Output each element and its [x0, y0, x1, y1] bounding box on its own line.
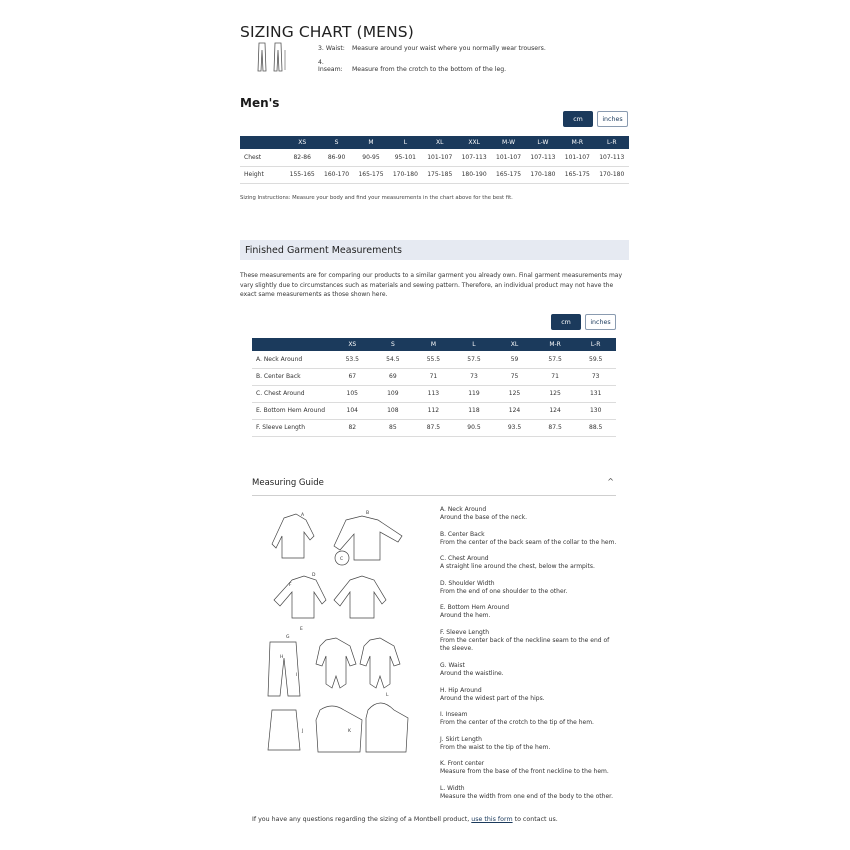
guide-item-name: A. Neck Around — [440, 506, 487, 513]
table-cell: 93.5 — [494, 419, 535, 436]
mens-size-table — [240, 136, 629, 184]
row-label: F. Sleeve Length — [252, 419, 332, 436]
guide-item-desc: From the center back of the neckline seam to the end of the sleeve. — [440, 636, 610, 653]
instruction-waist — [318, 45, 546, 52]
guide-item-desc: From the center of the back seam of the collar to the hem. — [440, 538, 617, 546]
guide-item-name: B. Center Back — [440, 530, 485, 538]
list-item — [440, 760, 620, 785]
table-cell: 155-165 — [285, 166, 319, 183]
table-cell: 180-190 — [457, 166, 491, 183]
column-header: M-R — [560, 136, 594, 149]
guide-item-name: H. Hip Around — [440, 686, 482, 694]
table-row — [252, 368, 616, 385]
table-cell: 165-175 — [560, 166, 594, 183]
table-cell: 107-113 — [457, 149, 491, 166]
column-header: L-W — [526, 136, 560, 149]
contact-form-link[interactable]: use this form — [471, 816, 513, 823]
table-cell: 87.5 — [413, 419, 454, 436]
footer-contact-note — [252, 816, 558, 823]
table-cell: 55.5 — [413, 351, 454, 368]
table-cell: 101-107 — [423, 149, 457, 166]
table-cell: 112 — [413, 402, 454, 419]
guide-item-desc: Around the waistline. — [440, 669, 504, 677]
column-header: M-W — [491, 136, 525, 149]
table-cell: 105 — [332, 385, 373, 402]
instruction-inseam — [318, 59, 506, 73]
table-cell: 67 — [332, 368, 373, 385]
table-cell: 107-113 — [595, 149, 629, 166]
table-cell: 124 — [535, 402, 576, 419]
unit-cm-button[interactable]: cm — [551, 314, 581, 330]
guide-item-desc: Around the widest part of the hips. — [440, 694, 545, 702]
column-header: XS — [285, 136, 319, 149]
column-header: L — [454, 338, 495, 351]
instruction-text: Measure from the crotch to the bottom of the leg. — [351, 66, 507, 73]
guide-item-desc: From the center of the crotch to the tip of the hem. — [440, 719, 594, 727]
table-cell: 88.5 — [575, 419, 616, 436]
list-item — [440, 736, 620, 761]
table-cell: 175-185 — [423, 166, 457, 183]
finished-garment-section-header — [240, 240, 629, 260]
list-item — [440, 662, 620, 687]
sizing-instructions: Sizing Instructions: Measure your body and find your measurements in the chart above for the best fit. — [240, 195, 513, 201]
row-label: Height — [240, 166, 285, 183]
fgm-description: These measurements are for comparing our products to a similar garment you already own. Final garment measurements may vary slightly due to circumstances such as materials and sewing pattern. Therefore, an individual product may not have the exact same measurements as those shown here. — [240, 272, 623, 298]
guide-item-name: J. Skirt Length — [440, 735, 482, 743]
list-item — [440, 604, 620, 629]
table-cell: 71 — [535, 368, 576, 385]
table-cell: 170-180 — [526, 166, 560, 183]
table-cell: 165-175 — [491, 166, 525, 183]
table-cell: 69 — [373, 368, 414, 385]
mens-unit-toggle — [563, 111, 628, 127]
table-cell: 71 — [413, 368, 454, 385]
table-cell: 57.5 — [454, 351, 495, 368]
guide-item-desc: Around the hem. — [440, 612, 491, 620]
instruction-text: Measure around your waist where you normally wear trousers. — [351, 45, 546, 52]
guide-item-name: F. Sleeve Length — [440, 628, 490, 636]
column-header: S — [373, 338, 414, 351]
table-cell: 101-107 — [491, 149, 525, 166]
diagram-letter: F — [289, 583, 292, 588]
column-header: L-R — [575, 338, 616, 351]
list-item — [440, 785, 620, 810]
table-cell: 82-86 — [285, 149, 319, 166]
table-cell: 90-95 — [354, 149, 388, 166]
row-label: A. Neck Around — [252, 351, 332, 368]
table-cell: 160-170 — [319, 166, 353, 183]
table-cell: 118 — [454, 402, 495, 419]
table-row — [252, 351, 616, 368]
table-cell: 75 — [494, 368, 535, 385]
diagram-letter: D — [312, 573, 316, 578]
diagram-letter: L — [386, 693, 389, 698]
table-row — [240, 149, 629, 166]
column-header: S — [319, 136, 353, 149]
guide-item-name: L. Width — [440, 784, 465, 792]
column-header: L-R — [595, 136, 629, 149]
row-label: Chest — [240, 149, 285, 166]
table-row — [252, 402, 616, 419]
table-cell: 95-101 — [388, 149, 422, 166]
list-item — [440, 580, 620, 605]
instruction-label: 4. Inseam: — [318, 59, 343, 73]
column-header: XXL — [457, 136, 491, 149]
list-item — [440, 531, 620, 556]
mens-heading: Men's — [240, 96, 280, 110]
diagram-letter: E — [300, 627, 303, 632]
measuring-guide-accordion[interactable] — [252, 477, 616, 496]
measuring-guide-list — [440, 506, 620, 810]
table-cell: 124 — [494, 402, 535, 419]
instruction-label: 3. Waist: — [318, 45, 345, 52]
table-cell: 59.5 — [575, 351, 616, 368]
accordion-title: Measuring Guide — [252, 478, 324, 488]
guide-item-desc: Around the base of the neck. — [440, 514, 528, 521]
table-cell: 101-107 — [560, 149, 594, 166]
table-cell: 82 — [332, 419, 373, 436]
guide-item-name: I. Inseam — [440, 711, 468, 719]
guide-item-name: D. Shoulder Width — [440, 579, 495, 587]
fgm-unit-toggle — [551, 314, 616, 330]
table-cell: 109 — [373, 385, 414, 402]
table-cell: 53.5 — [332, 351, 373, 368]
diagram-letter: H — [280, 655, 284, 660]
chevron-up-icon[interactable]: ^ — [607, 477, 614, 486]
table-cell: 104 — [332, 402, 373, 419]
footer-text: to contact us. — [514, 816, 558, 823]
table-row — [252, 385, 616, 402]
measuring-guide-diagram — [262, 506, 414, 754]
table-corner — [252, 338, 332, 351]
table-cell: 73 — [575, 368, 616, 385]
page-title: SIZING CHART (MENS) — [240, 23, 414, 41]
guide-item-desc: From the end of one shoulder to the other. — [440, 587, 568, 595]
table-row — [240, 166, 629, 183]
table-header-row — [240, 136, 629, 149]
guide-item-name: C. Chest Around — [440, 555, 489, 563]
table-cell: 125 — [494, 385, 535, 402]
row-label: E. Bottom Hem Around — [252, 402, 332, 419]
column-header: M — [413, 338, 454, 351]
column-header: M — [354, 136, 388, 149]
diagram-letter: J — [302, 729, 304, 734]
list-item — [440, 629, 620, 662]
unit-cm-button[interactable]: cm — [563, 111, 593, 127]
guide-item-desc: A straight line around the chest, below the armpits. — [440, 563, 595, 571]
table-cell: 170-180 — [388, 166, 422, 183]
table-cell: 73 — [454, 368, 495, 385]
unit-inches-button[interactable]: inches — [585, 314, 616, 330]
table-cell: 87.5 — [535, 419, 576, 436]
table-cell: 165-175 — [354, 166, 388, 183]
diagram-letter: A — [301, 513, 305, 518]
column-header: M-R — [535, 338, 576, 351]
footer-text: If you have any questions regarding the sizing of a Montbell product, — [252, 816, 470, 823]
diagram-letter: K — [348, 729, 351, 734]
list-item — [440, 711, 620, 736]
guide-item-desc: Measure the width from one end of the body to the other. — [440, 792, 613, 800]
table-cell: 57.5 — [535, 351, 576, 368]
list-item — [440, 555, 620, 580]
table-row — [252, 419, 616, 436]
diagram-letter: G — [286, 635, 290, 640]
guide-item-name: K. Front center — [440, 760, 485, 768]
section-title: Finished Garment Measurements — [245, 245, 402, 256]
table-cell: 85 — [373, 419, 414, 436]
table-cell: 107-113 — [526, 149, 560, 166]
table-cell: 59 — [494, 351, 535, 368]
table-header-row — [252, 338, 616, 351]
column-header: XL — [494, 338, 535, 351]
diagram-letter: I — [296, 673, 298, 678]
table-cell: 54.5 — [373, 351, 414, 368]
column-header: L — [388, 136, 422, 149]
table-cell: 86-90 — [319, 149, 353, 166]
row-label: B. Center Back — [252, 368, 332, 385]
table-cell: 90.5 — [454, 419, 495, 436]
table-cell: 108 — [373, 402, 414, 419]
column-header: XL — [423, 136, 457, 149]
row-label: C. Chest Around — [252, 385, 332, 402]
diagram-letter: B — [366, 511, 370, 516]
table-cell: 170-180 — [595, 166, 629, 183]
guide-item-name: E. Bottom Hem Around — [440, 604, 509, 612]
column-header: XS — [332, 338, 373, 351]
diagram-letter: C — [340, 557, 344, 562]
table-cell: 113 — [413, 385, 454, 402]
list-item — [440, 506, 620, 531]
guide-item-name: G. Waist — [440, 661, 465, 669]
list-item — [440, 687, 620, 712]
trouser-legs-illustration — [255, 42, 289, 72]
guide-item-desc: Measure from the base of the front neckline to the hem. — [440, 768, 609, 776]
table-cell: 125 — [535, 385, 576, 402]
table-corner — [240, 136, 285, 149]
table-cell: 131 — [575, 385, 616, 402]
unit-inches-button[interactable]: inches — [597, 111, 628, 127]
table-cell: 119 — [454, 385, 495, 402]
guide-item-desc: From the waist to the tip of the hem. — [440, 743, 551, 751]
fgm-measurement-table — [252, 338, 616, 437]
table-cell: 130 — [575, 402, 616, 419]
